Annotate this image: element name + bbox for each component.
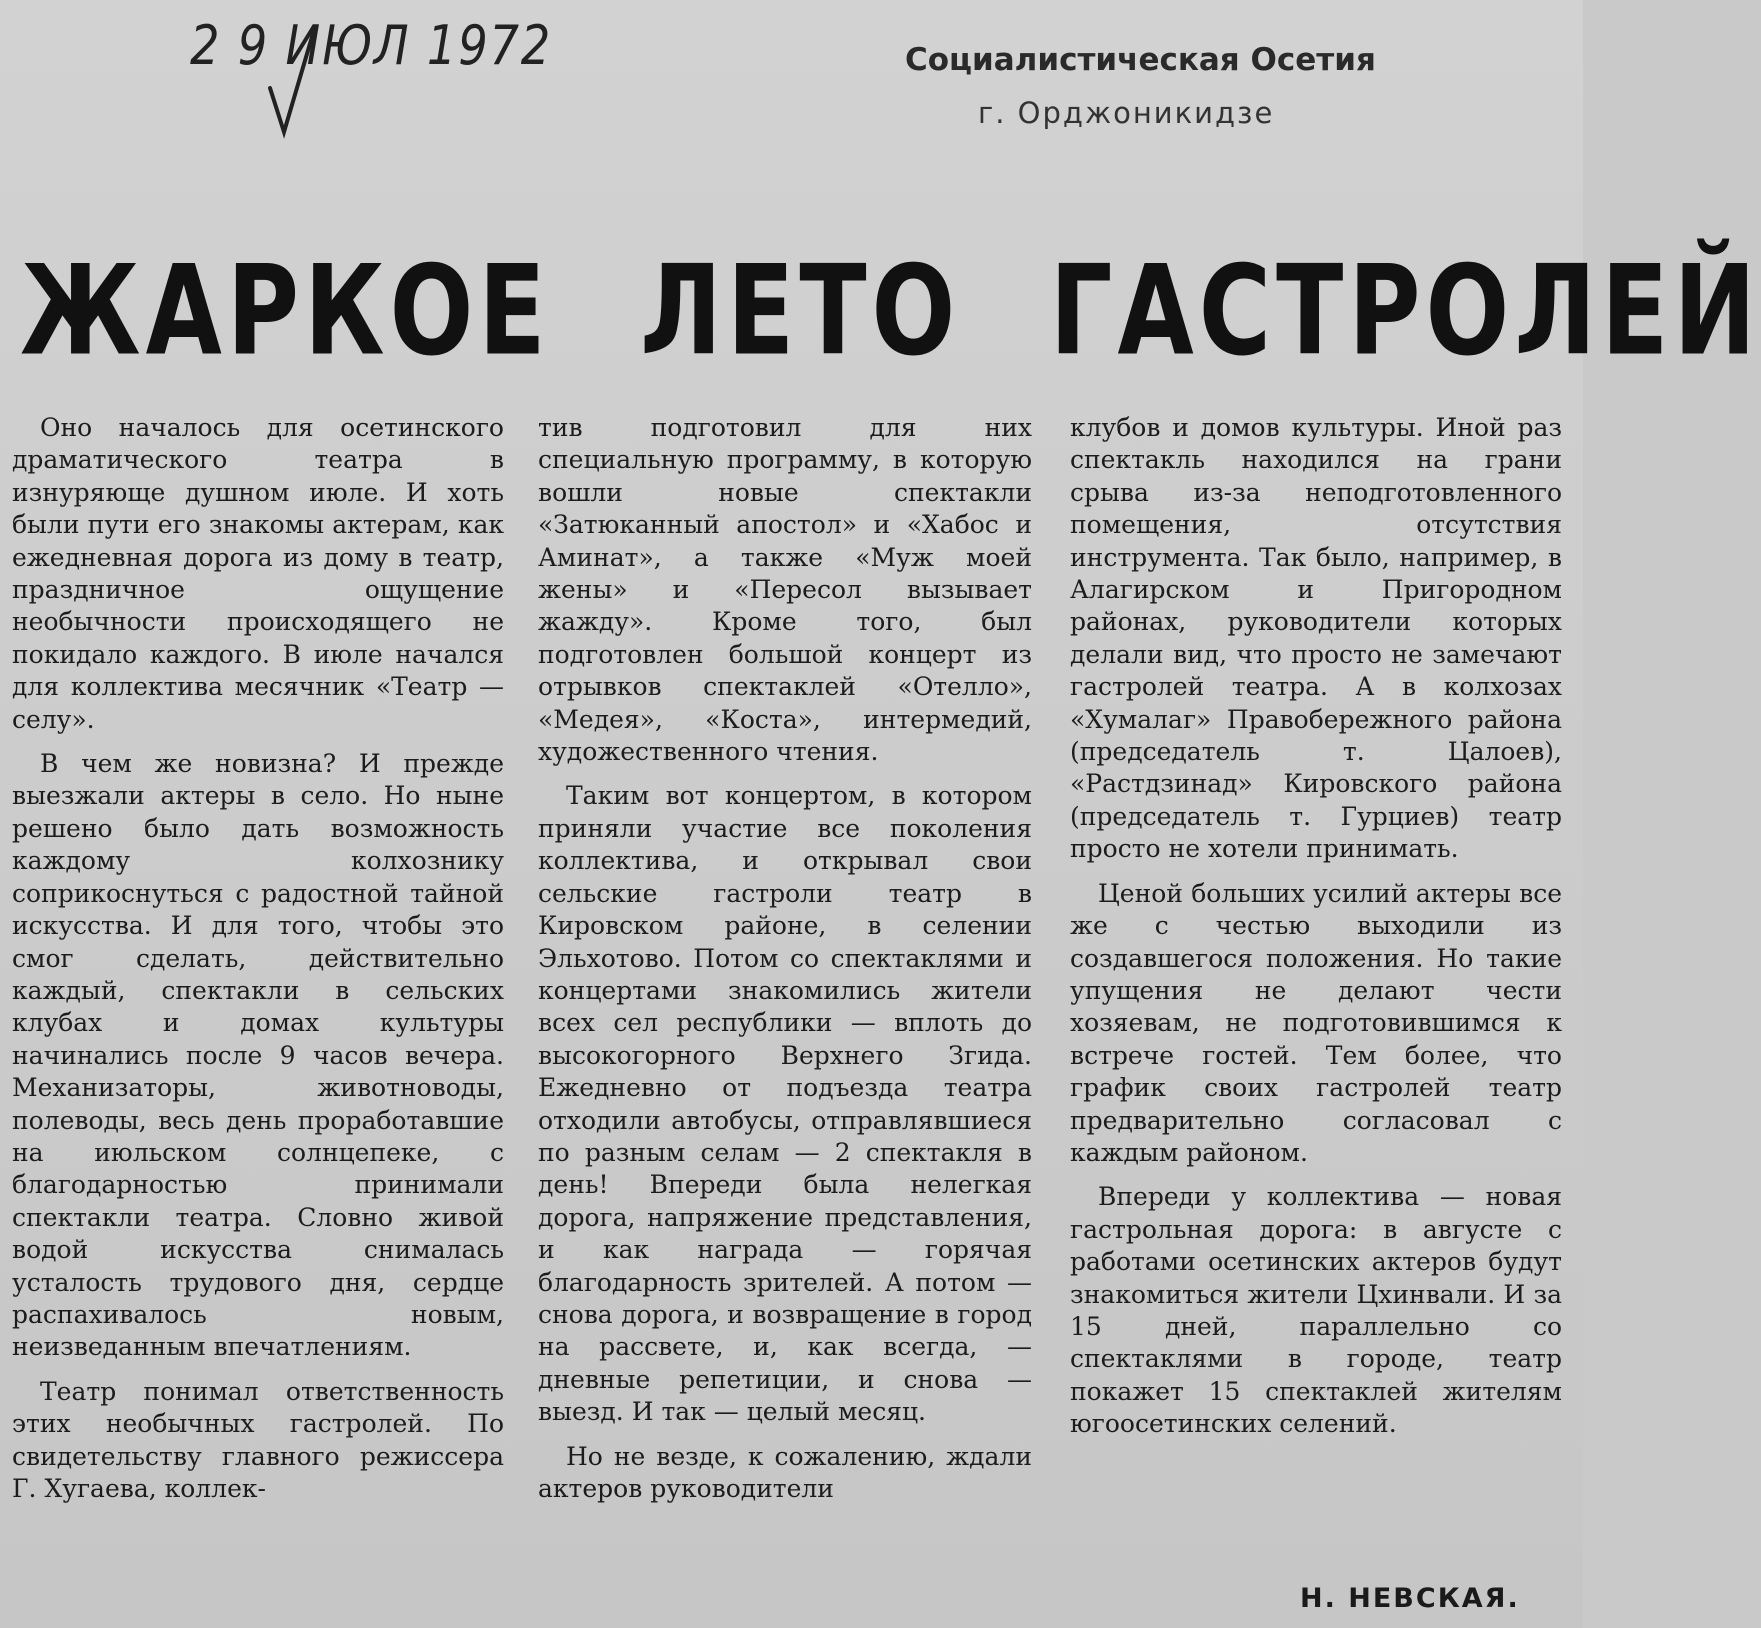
paragraph: Театр понимал ответственность этих необычных гастролей. По свидетельству главного режиссера Г. Хугаева, коллек- <box>12 1376 504 1503</box>
paragraph: клубов и домов культуры. Иной раз спектакль находился на грани срыва из-за неподготовленного помещения, отсутствия инструмента. Так было, например, в Алагирском и Пригородном районах, руководители которых делали вид, что просто не замечают гастролей театра. А в колхозах «Хумалаг» Правобережного района (председатель т. Цалоев), «Растдзинад» Кировского района (председатель т. Гурциев) театр просто не хотели принимать. <box>1070 413 1562 864</box>
paragraph: тив подготовил для них специальную программу, в которую вошли новые спектакли «Затюканный апостол» и «Хабос и Аминат», а также «Муж моей жены» и «Пересол вызывает жажду». Кроме того, был подготовлен большой концерт из отрывков спектаклей «Отелло», «Медея», «Коста», интермедий, художественного чтения. <box>538 413 1032 767</box>
article-column-1 <box>12 412 504 1612</box>
article-column-2 <box>538 412 1032 1612</box>
paragraph: Таким вот концертом, в котором приняли участие все поколения коллектива, и открывал свои сельские гастроли театр в Кировском районе, в селении Эльхотово. Потом со спектаклями и концертами знакомились жители всех сел республики — вплоть до высокогорного Верхнего Згида. Ежедневно от подъезда театра отходили автобусы, отправлявшиеся по разным селам — 2 спектакля в день! Впереди была нелегкая дорога, напряжение представления, и как награда — горячая благодарность зрителей. А потом — снова дорога, и возвращение в город на рассвете, и, как всегда, — дневные репетиции, и снова — выезд. И так — целый месяц. <box>538 781 1032 1427</box>
paragraph: Но не везде, к сожалению, ждали актеров руководители <box>538 1441 1032 1503</box>
article-headline: ЖАРКОЕ ЛЕТО ГАСТРОЛЕЙ <box>20 237 1761 383</box>
paragraph: Впереди у коллектива — новая гастрольная дорога: в августе с работами осетинских актеров будут знакомиться жители Цхинвали. И за 15 дней, параллельно со спектаклями в городе, театр покажет 15 спектаклей жителям югоосетинских селений. <box>1070 1182 1562 1439</box>
paragraph: В чем же новизна? И прежде выезжали актеры в село. Но ныне решено было дать возможность каждому колхознику соприкоснуться с радостной тайной искусства. И для того, чтобы это смог сделать, действительно каждый, спектакли в сельских клубах и домах культуры начинались после 9 часов вечера. Механизаторы, животноводы, полеводы, весь день проработавшие на июльском солнцепеке, с благодарностью принимали спектакли театра. Словно живой водой искусства снималась усталость трудового дня, сердце распахивалось новым, неизведанным впечатлениям. <box>12 749 504 1362</box>
check-mark-icon <box>268 28 318 138</box>
city-stamp: г. Орджоникидзе <box>978 96 1275 130</box>
article-column-3 <box>1070 412 1562 1612</box>
newspaper-name-stamp: Социалистическая Осетия <box>905 42 1376 78</box>
date-stamp: 2 9 ИЮЛ 1972 <box>190 14 553 77</box>
paragraph: Ценой больших усилий актеры все же с честью выходили из создавшегося положения. Но такие упущения не делают чести хозяевам, не подготовившимся к встрече гостей. Тем более, что график своих гастролей театр предварительно согласовал с каждым районом. <box>1070 878 1562 1167</box>
author-signature: Н. НЕВСКАЯ. <box>1300 1583 1520 1614</box>
paragraph: Оно началось для осетинского драматического театра в изнуряюще душном июле. И хоть были пути его знакомы актерам, как ежедневная дорога из дому в театр, праздничное ощущение необычности происходящего не покидало каждого. В июле начался для коллектива месячник «Театр — селу». <box>12 413 504 734</box>
